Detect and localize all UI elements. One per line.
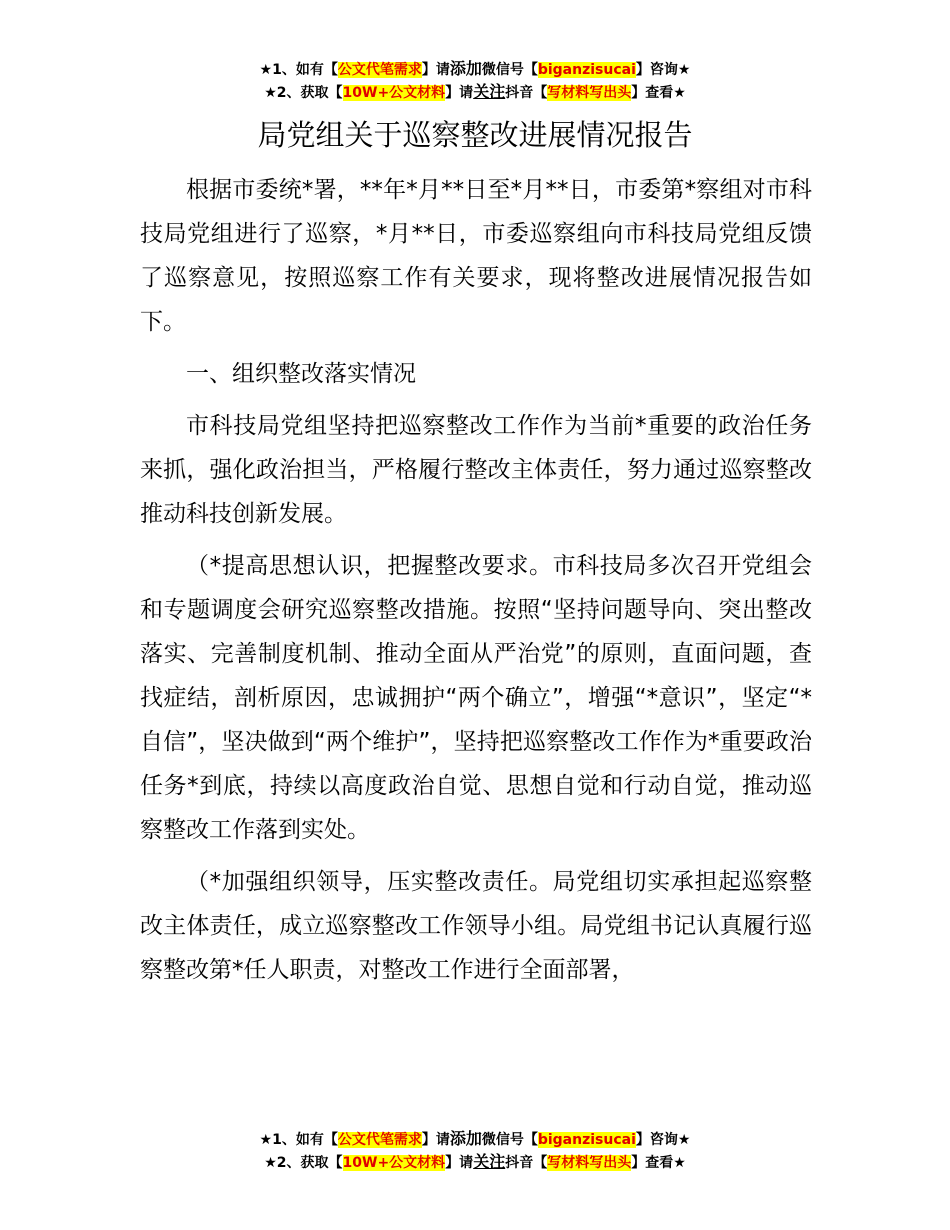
- banner-line-1: ★1、如有【公文代笔需求】请添加微信号【biganzisucai】咨询★: [259, 1129, 691, 1148]
- header-ad-banner: [0, 58, 950, 104]
- highlight-materials: 10W+公文材料: [342, 85, 446, 101]
- document-title: 局党组关于巡察整改进展情况报告: [257, 118, 693, 152]
- banner-line-2: ★2、获取【10W+公文材料】请关注抖音【写材料写出头】查看★: [264, 1152, 686, 1171]
- highlight-materials: 10W+公文材料: [342, 1155, 446, 1171]
- highlight-douyin: 写材料写出头: [547, 85, 632, 101]
- highlight-douyin: 写材料写出头: [547, 1155, 632, 1171]
- section-heading-1: 一、组织整改落实情况: [186, 361, 416, 387]
- highlight-ghostwriting: 公文代笔需求: [337, 1132, 422, 1148]
- paragraph-intro: 根据市委统*署，**年*月**日至*月**日，市委第*察组对市科技局党组进行了巡察，*月**日，市委巡察组向市科技局党组反馈了巡察意见，按照巡察工作有关要求，现将整改进展情况报告如下。: [140, 177, 812, 335]
- highlight-wechat-id: biganzisucai: [537, 62, 636, 78]
- paragraph-item-1: （*提高思想认识，把握整改要求。市科技局多次召开党组会和专题调度会研究巡察整改措施。按照“坚持问题导向、突出整改落实、完善制度机制、推动全面从严治党”的原则，直面问题，查找症结，剖析原因，忠诚拥护“两个确立”，增强“*意识”，坚定“*自信”，坚决做到“两个维护”，坚持把巡察整改工作作为*重要政治任务*到底，持续以高度政治自觉、思想自觉和行动自觉，推动巡察整改工作落到实处。: [140, 553, 812, 843]
- footer-ad-banner: [0, 1128, 950, 1174]
- paragraph-item-2: （*加强组织领导，压实整改责任。局党组切实承担起巡察整改主体责任，成立巡察整改工作领导小组。局党组书记认真履行巡察整改第*任人职责，对整改工作进行全面部署，: [140, 869, 812, 983]
- banner-line-2: ★2、获取【10W+公文材料】请关注抖音【写材料写出头】查看★: [264, 82, 686, 101]
- highlight-wechat-id: biganzisucai: [537, 1132, 636, 1148]
- document-body: [140, 168, 812, 1000]
- highlight-ghostwriting: 公文代笔需求: [337, 62, 422, 78]
- paragraph-overview: 市科技局党组坚持把巡察整改工作作为当前*重要的政治任务来抓，强化政治担当，严格履行整改主体责任，努力通过巡察整改推动科技创新发展。: [140, 413, 812, 527]
- banner-line-1: ★1、如有【公文代笔需求】请添加微信号【biganzisucai】咨询★: [259, 59, 691, 78]
